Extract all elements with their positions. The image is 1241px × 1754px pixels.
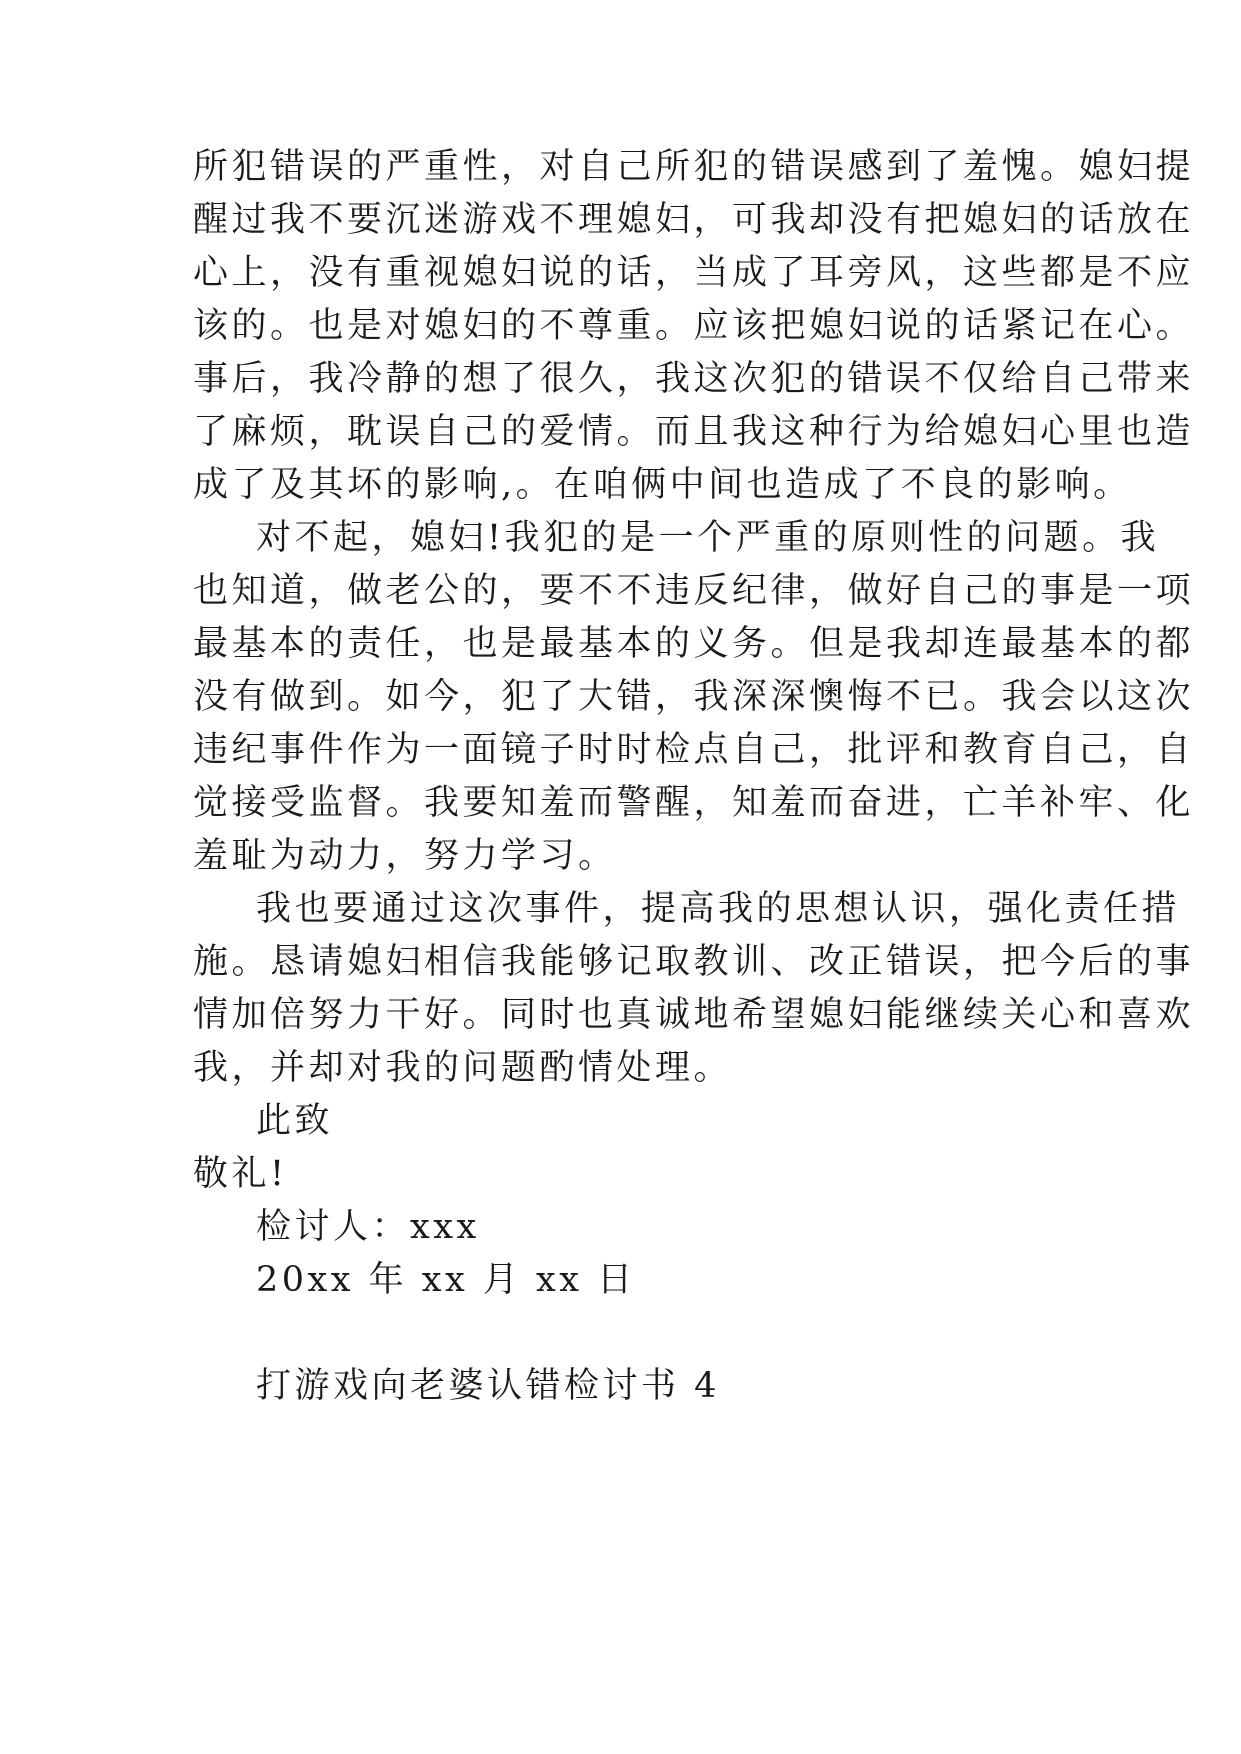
- paragraph-2-line: 对不起，媳妇!我犯的是一个严重的原则性的问题。我: [256, 518, 1160, 558]
- paragraph-1-line: 心上，没有重视媳妇说的话，当成了耳旁风，这些都是不应: [193, 253, 1195, 293]
- date-line: 20xx 年 xx 月 xx 日: [256, 1260, 636, 1300]
- signer-line: 检讨人：xxx: [256, 1207, 480, 1247]
- paragraph-1-line: 所犯错误的严重性，对自己所犯的错误感到了羞愧。媳妇提: [193, 147, 1195, 187]
- paragraph-3-line: 施。恳请媳妇相信我能够记取教训、改正错误，把今后的事: [193, 942, 1195, 982]
- paragraph-1-line: 成了及其坏的影响,。在咱俩中间也造成了不良的影响。: [193, 465, 1132, 505]
- paragraph-2-line: 羞耻为动力，努力学习。: [193, 836, 617, 876]
- paragraph-2-line: 没有做到。如今，犯了大错，我深深懊悔不已。我会以这次: [193, 677, 1195, 717]
- paragraph-3-line: 我，并却对我的问题酌情处理。: [193, 1048, 733, 1088]
- paragraph-1-line: 醒过我不要沉迷游戏不理媳妇，可我却没有把媳妇的话放在: [193, 200, 1195, 240]
- paragraph-2-line: 觉接受监督。我要知羞而警醒，知羞而奋进，亡羊补牢、化: [193, 783, 1195, 823]
- paragraph-3-line: 情加倍努力干好。同时也真诚地希望媳妇能继续关心和喜欢: [193, 995, 1195, 1035]
- closing-text: 此致: [256, 1101, 334, 1141]
- paragraph-1-line: 了麻烦，耽误自己的爱情。而且我这种行为给媳妇心里也造: [193, 412, 1195, 452]
- paragraph-1-line: 事后，我冷静的想了很久，我这次犯的错误不仅给自己带来: [193, 359, 1195, 399]
- salute-text: 敬礼!: [193, 1154, 288, 1194]
- paragraph-3-line: 我也要通过这次事件，提高我的思想认识，强化责任措: [256, 889, 1181, 929]
- paragraph-2-line: 违纪事件作为一面镜子时时检点自己，批评和教育自己，自: [193, 730, 1195, 770]
- paragraph-2-line: 也知道，做老公的，要不不违反纪律，做好自己的事是一项: [193, 571, 1195, 611]
- paragraph-2-line: 最基本的责任，也是最基本的义务。但是我却连最基本的都: [193, 624, 1195, 664]
- paragraph-1-line: 该的。也是对媳妇的不尊重。应该把媳妇说的话紧记在心。: [193, 306, 1195, 346]
- next-section-heading: 打游戏向老婆认错检讨书 4: [256, 1366, 720, 1406]
